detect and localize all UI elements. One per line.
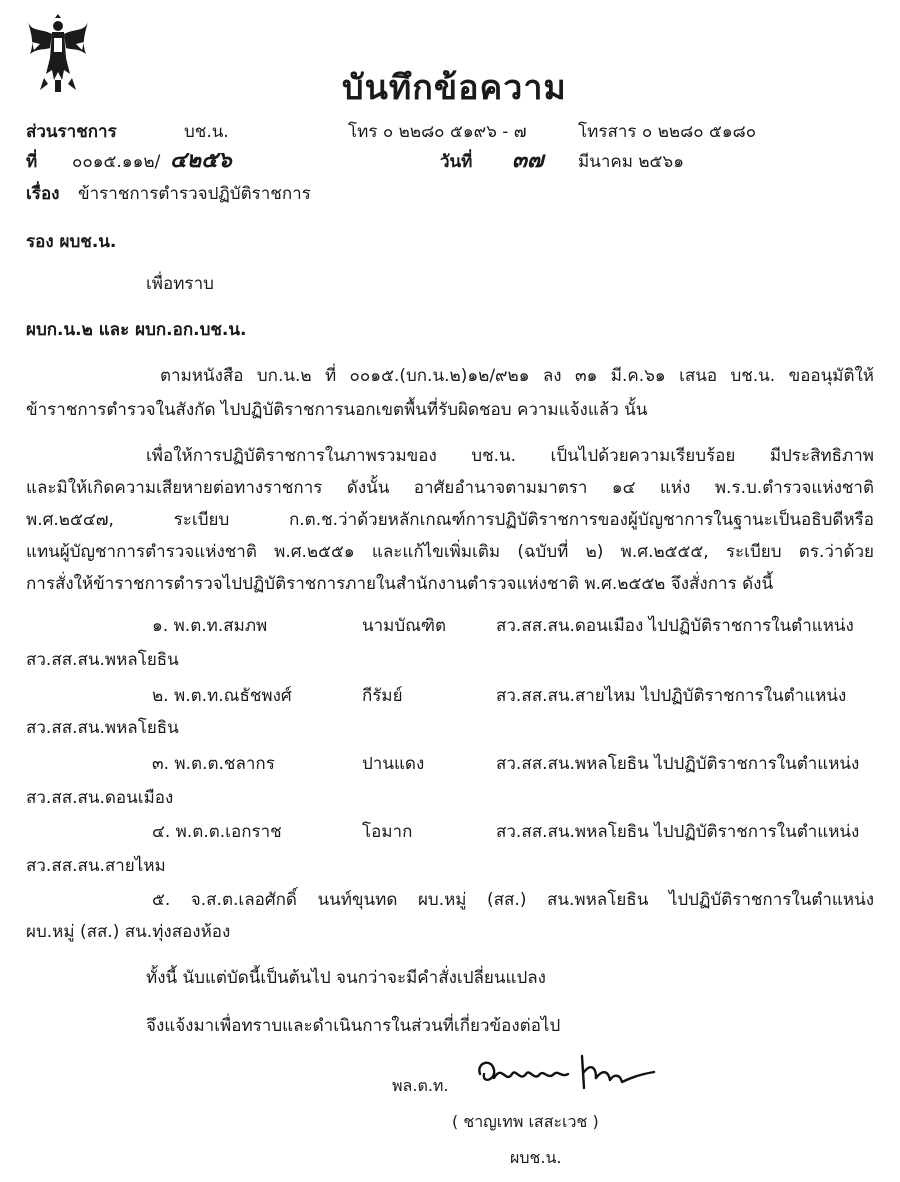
order-detail: สว.สส.สน.ดอนเมือง ไปปฏิบัติราชการในตำแหน่ง — [496, 616, 854, 636]
order-name: ๑. พ.ต.ท.สมภพ — [152, 616, 268, 636]
order-item — [26, 612, 874, 638]
date-label: วันที่ — [440, 152, 473, 172]
phone-number: โทร ๐ ๒๒๘๐ ๕๑๙๖ - ๗ — [348, 122, 527, 142]
for-information-note: เพื่อทราบ — [146, 274, 214, 294]
signatory-position: ผบช.น. — [510, 1148, 562, 1167]
order-item — [26, 818, 874, 844]
order-name: ๓. พ.ต.ต.ชลากร — [152, 754, 275, 774]
para1-line-1: ตามหนังสือ บก.น.๒ ที่ ๐๐๑๕.(บก.น.๒)๑๒/๙๒๑ ลง ๓๑ มี.ค.๖๑ เสนอ บช.น. ขออนุมัติให้ — [160, 366, 874, 386]
order-target: สว.สส.สน.สายไหม — [26, 856, 166, 876]
agency-value: บช.น. — [184, 122, 229, 142]
para2-line-5: การสั่งให้ข้าราชการตำรวจไปปฏิบัติราชการภายในสำนักงานตำรวจแห่งชาติ พ.ศ.๒๕๕๒ จึงสั่งการ ดังนี้ — [26, 574, 774, 594]
date-month-year: มีนาคม ๒๕๖๑ — [578, 152, 685, 172]
ref-number-printed: ๐๐๑๕.๑๑๒/ — [72, 152, 161, 172]
date-day-handwritten: ๓๗ — [512, 147, 544, 173]
addressee-deputy: รอง ผบช.น. — [26, 232, 117, 252]
order-detail: สว.สส.สน.พหลโยธิน ไปปฏิบัติราชการในตำแหน่ง — [496, 754, 860, 774]
ref-number-handwritten: ๔๒๕๖ — [170, 147, 232, 173]
effective-note: ทั้งนี้ นับแต่บัดนี้เป็นต้นไป จนกว่าจะมีคำสั่งเปลี่ยนแปลง — [146, 968, 546, 988]
order-surname: นามบัณฑิต — [362, 616, 447, 636]
order-detail: สว.สส.สน.สายไหม ไปปฏิบัติราชการในตำแหน่ง — [496, 686, 847, 706]
subject-label: เรื่อง — [26, 184, 60, 204]
agency-label: ส่วนราชการ — [26, 122, 117, 142]
para2-line-4: แทนผู้บัญชาการตำรวจแห่งชาติ พ.ศ.๒๕๕๑ และแก้ไขเพิ่มเติม (ฉบับที่ ๒) พ.ศ.๒๕๕๕, ระเบียบ ตร.ว่าด้วย — [26, 542, 874, 562]
order-name: ๔. พ.ต.ต.เอกราช — [152, 822, 282, 842]
fax-number: โทรสาร ๐ ๒๒๘๐ ๕๑๘๐ — [578, 122, 757, 142]
order-detail: สว.สส.สน.พหลโยธิน ไปปฏิบัติราชการในตำแหน่ง — [496, 822, 860, 842]
para1-line-2: ข้าราชการตำรวจในสังกัด ไปปฏิบัติราชการนอกเขตพื้นที่รับผิดชอบ ความแจ้งแล้ว นั้น — [26, 400, 648, 420]
order-5-line: ๕. จ.ส.ต.เลอศักดิ์ นนท์ขุนทด ผบ.หมู่ (สส.) สน.พหลโยธิน ไปปฏิบัติราชการในตำแหน่ง — [152, 890, 874, 910]
addressee-commanders: ผบก.น.๒ และ ผบก.อก.บช.น. — [26, 320, 247, 340]
para2-line-2: และมิให้เกิดความเสียหายต่อทางราชการ ดังนั้น อาศัยอำนาจตามมาตรา ๑๔ แห่ง พ.ร.บ.ตำรวจแห่งชาติ — [26, 478, 874, 498]
handwritten-signature — [472, 1044, 662, 1104]
order-surname: กีรัมย์ — [362, 686, 403, 706]
signatory-rank: พล.ต.ท. — [392, 1076, 449, 1095]
order-target: สว.สส.สน.ดอนเมือง — [26, 788, 174, 808]
signatory-name: ( ชาญเทพ เสสะเวช ) — [452, 1112, 599, 1131]
memo-title: บันทึกข้อความ — [342, 68, 567, 108]
order-name: ๒. พ.ต.ท.ณธัชพงศ์ — [152, 686, 292, 706]
order-5-target: ผบ.หมู่ (สส.) สน.ทุ่งสองห้อง — [26, 922, 231, 942]
order-item — [26, 682, 874, 708]
order-target: สว.สส.สน.พหลโยธิน — [26, 650, 179, 670]
order-surname: โอมาก — [362, 822, 413, 842]
garuda-emblem-icon — [26, 14, 90, 94]
order-target: สว.สส.สน.พหลโยธิน — [26, 718, 179, 738]
para2-line-1: เพื่อให้การปฏิบัติราชการในภาพรวมของ บช.น. เป็นไปด้วยความเรียบร้อย มีประสิทธิภาพ — [146, 446, 874, 466]
closing-sentence: จึงแจ้งมาเพื่อทราบและดำเนินการในส่วนที่เกี่ยวข้องต่อไป — [146, 1016, 561, 1036]
subject-value: ข้าราชการตำรวจปฏิบัติราชการ — [78, 184, 311, 204]
para2-line-3: พ.ศ.๒๕๔๗, ระเบียบ ก.ต.ช.ว่าด้วยหลักเกณฑ์การปฏิบัติราชการของผู้บัญชาการในฐานะเป็นอธิบดีหรือ — [26, 510, 874, 530]
ref-label: ที่ — [26, 152, 38, 172]
order-item — [26, 750, 874, 776]
order-surname: ปานแดง — [362, 754, 425, 774]
